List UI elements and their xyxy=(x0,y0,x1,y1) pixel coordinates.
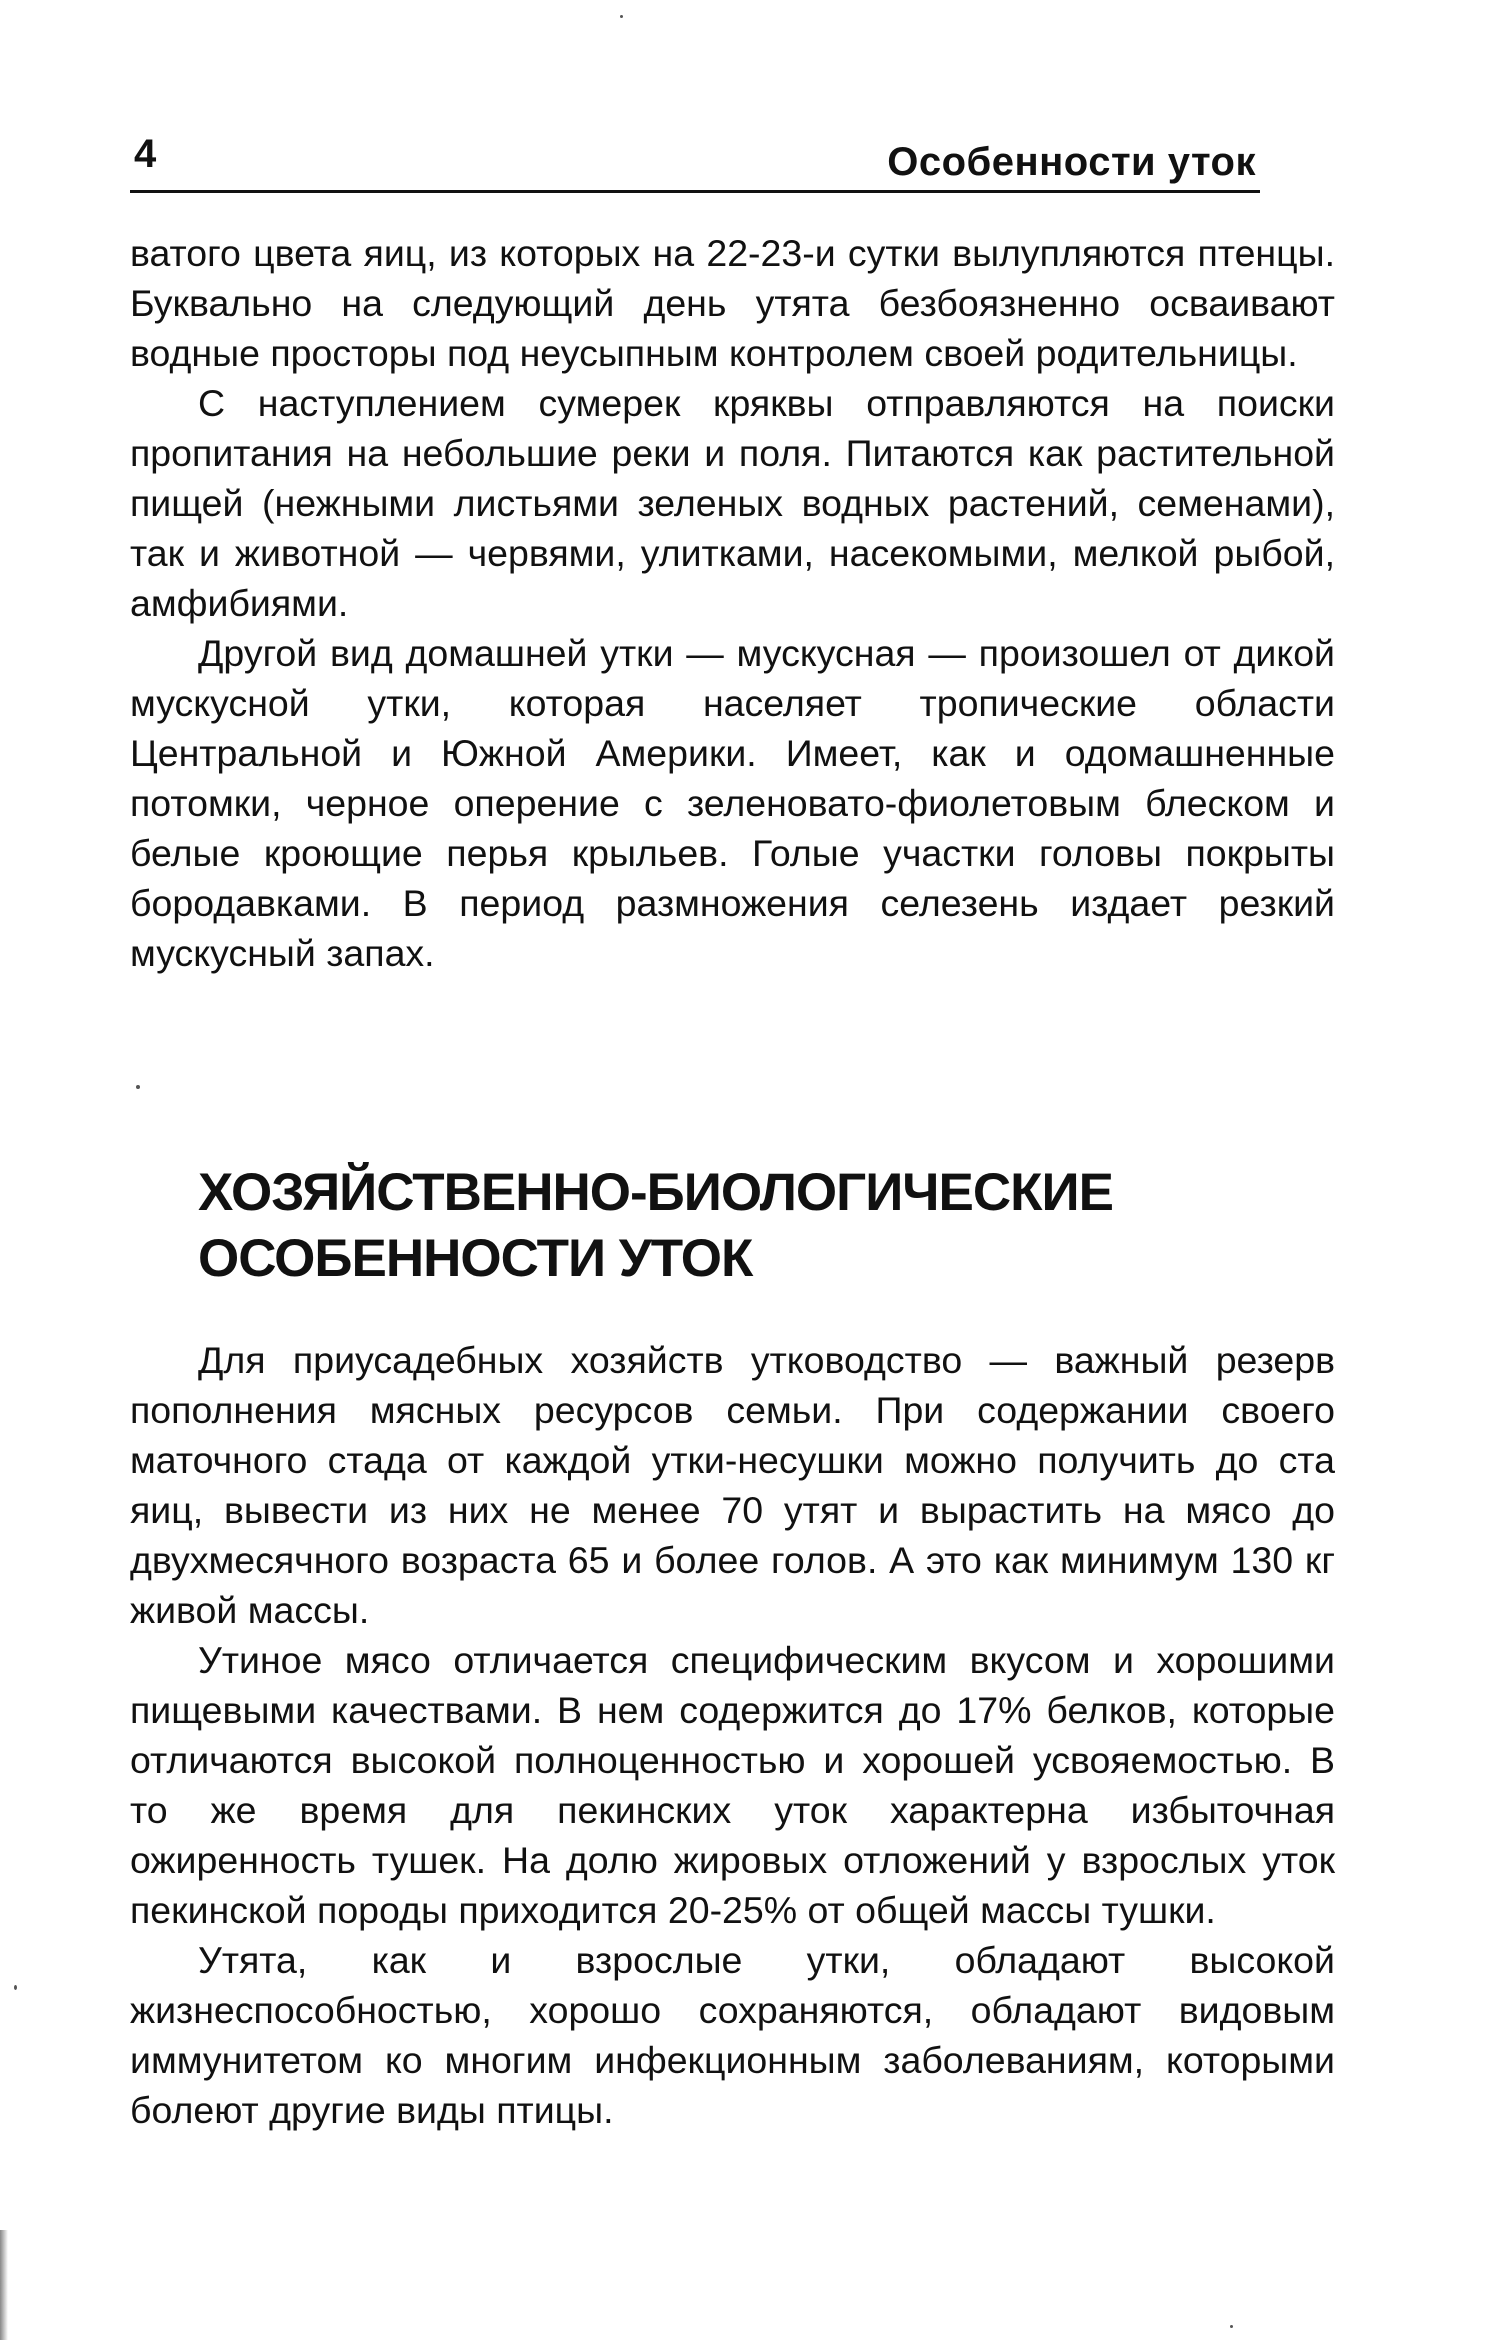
running-header xyxy=(130,128,1260,193)
scan-speck xyxy=(1230,2325,1233,2328)
paragraph: Утиное мясо отличается специфическим вкусом и хорошими пищевыми качествами. В нем содержится до 17% белков, которые отличаются высокой полноценностью и хорошей усвояемостью. В то же время для пекинских уток характерна избыточная ожиренность тушек. На долю жировых отложений у взрослых уток пекинской породы приходится 20-25% от общей массы тушки. xyxy=(130,1639,1335,1931)
scan-speck xyxy=(620,15,623,18)
section-heading-line1: ХОЗЯЙСТВЕННО-БИОЛОГИЧЕСКИЕ xyxy=(198,1163,1113,1222)
section-heading xyxy=(198,1160,1298,1292)
paragraph: Другой вид домашней утки — мускусная — произошел от дикой мускусной утки, которая населяет тропические области Центральной и Южной Америки. Имеет, как и одомашненные потомки, черное оперение с зеленовато-фиолетовым блеском и белые кроющие перья крыльев. Голые участки головы покрыты бородавками. В период размножения селезень издает резкий мускусный запах. xyxy=(130,632,1335,974)
paragraph: ватого цвета яиц, из которых на 22-23-и сутки вылупляются птенцы. Буквально на следующий день утята безбоязненно осваивают водные просторы под неусыпным контролем своей родительницы. xyxy=(130,232,1335,374)
paragraph: Утята, как и взрослые утки, обладают высокой жизнеспособностью, хорошо сохраняются, обладают видовым иммунитетом ко многим инфекционным заболеваниям, которыми болеют другие виды птицы. xyxy=(130,1939,1335,2131)
scan-speck xyxy=(14,1985,17,1990)
page-number: 4 xyxy=(134,132,157,176)
text-block-section xyxy=(130,1335,1335,2135)
running-title: Особенности уток xyxy=(887,140,1256,184)
text-block-intro xyxy=(130,228,1335,978)
section-heading-line2: ОСОБЕННОСТИ УТОК xyxy=(198,1229,753,1288)
paragraph: С наступлением сумерек кряквы отправляются на поиски пропитания на небольшие реки и поля. Питаются как растительной пищей (нежными листьями зеленых водных растений, семенами), так и животной — червями, улитками, насекомыми, мелкой рыбой, амфибиями. xyxy=(130,382,1335,624)
scan-speck xyxy=(136,1085,140,1089)
paragraph: Для приусадебных хозяйств утководство — важный резерв пополнения мясных ресурсов семьи. При содержании своего маточного стада от каждой утки-несушки можно получить до ста яиц, вывести из них не менее 70 утят и вырастить на мясо до двухмесячного возраста 65 и более голов. А это как минимум 130 кг живой массы. xyxy=(130,1339,1335,1631)
scan-edge xyxy=(0,2230,8,2340)
